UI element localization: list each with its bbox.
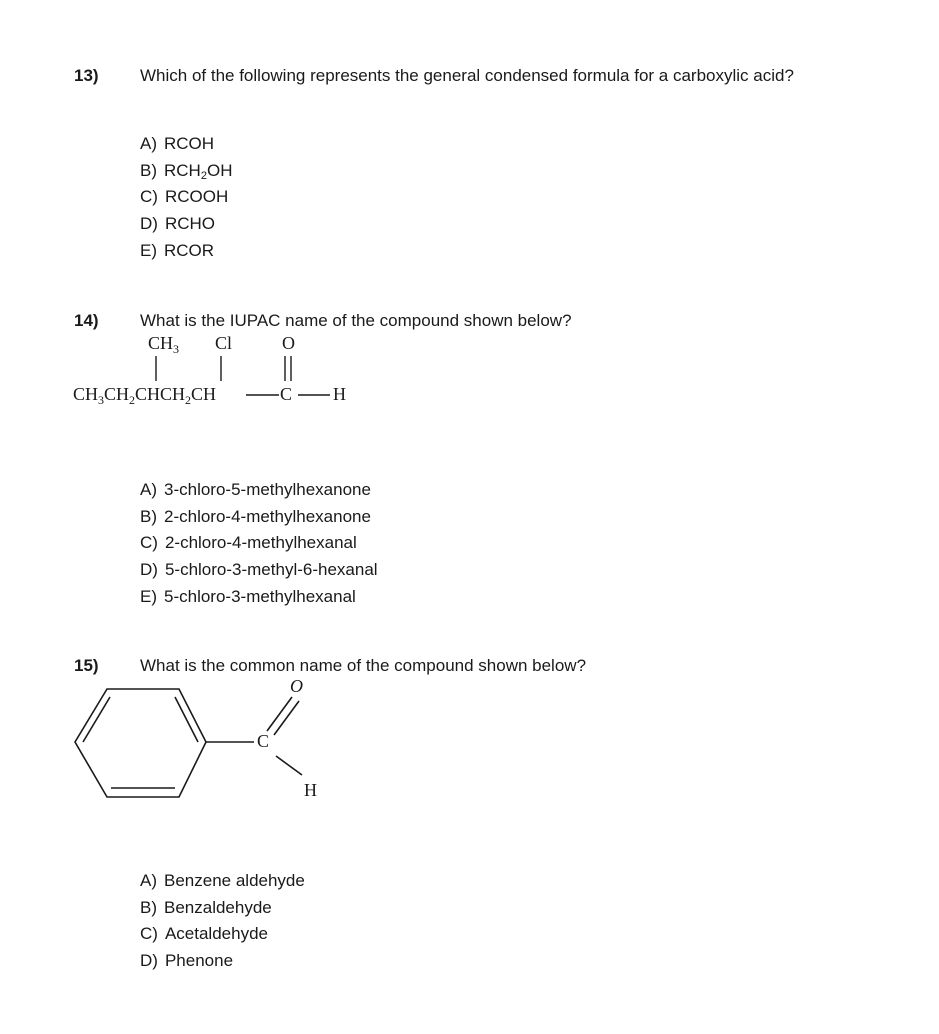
answer-options — [140, 131, 232, 264]
option-letter: D) — [140, 560, 158, 580]
aldehyde-oxygen-label: O — [290, 676, 303, 696]
aldehyde-carbon-label: C — [257, 731, 270, 751]
option-letter: C) — [140, 924, 158, 944]
hydrogen-label: H — [333, 384, 346, 404]
option-text: 2-chloro-4-methylhexanal — [164, 533, 357, 553]
option-letter: E) — [140, 586, 157, 606]
option-text: $RCH_2OH$ — [164, 160, 233, 182]
option-letter: A) — [140, 480, 157, 499]
ring-double-bond-3 — [83, 697, 110, 742]
cl-substituent-label: Cl — [215, 333, 233, 353]
option-a[interactable] — [140, 477, 378, 504]
oxygen-label: O — [282, 333, 295, 353]
option-letter: A) — [140, 871, 157, 890]
option-text: RCOR — [164, 240, 215, 260]
question-text: Which of the following represents the general condensed formula for a carboxylic acid? — [140, 66, 794, 85]
option-letter: D) — [140, 214, 158, 234]
co-double-bond-a — [267, 697, 292, 731]
option-text: 2-chloro-4-methylhexanone — [164, 506, 371, 526]
option-text: 3-chloro-5-methylhexanone — [164, 480, 371, 499]
question-text: What is the IUPAC name of the compound shown below? — [140, 311, 572, 330]
option-d[interactable] — [140, 211, 232, 238]
carbon-chain-label: $CH_3CH_2CHCH_2CH$ — [73, 384, 217, 407]
option-d[interactable] — [140, 557, 378, 584]
option-letter: C) — [140, 533, 158, 553]
option-c[interactable] — [140, 921, 305, 948]
ch-bond — [276, 756, 302, 775]
ring-double-bond-1 — [175, 697, 198, 742]
option-a[interactable] — [140, 131, 232, 158]
question-text: What is the common name of the compound shown below? — [140, 656, 587, 675]
option-letter: C) — [140, 187, 158, 207]
co-double-bond-b — [274, 701, 299, 735]
option-letter: E) — [140, 240, 157, 260]
option-text: RCOH — [164, 134, 215, 153]
aldehyde-hydrogen-label: H — [304, 780, 317, 800]
option-b[interactable] — [140, 504, 378, 531]
question-number: 13) — [74, 66, 99, 85]
option-e[interactable] — [140, 584, 378, 611]
option-text: Phenone — [164, 951, 234, 971]
option-letter: D) — [140, 951, 158, 971]
option-c[interactable] — [140, 184, 232, 211]
option-letter: A) — [140, 134, 157, 153]
option-b[interactable] — [140, 158, 232, 185]
option-e[interactable] — [140, 238, 232, 265]
option-text: 5-chloro-3-methyl-6-hexanal — [164, 560, 378, 580]
option-letter: B) — [140, 897, 157, 917]
benzene-ring — [75, 689, 206, 797]
question-number: 14) — [74, 311, 99, 330]
carbonyl-carbon-label: C — [280, 384, 293, 404]
option-text: Benzaldehyde — [164, 897, 272, 917]
option-text: Acetaldehyde — [164, 924, 268, 944]
answer-options — [140, 477, 378, 610]
option-a[interactable] — [140, 868, 305, 895]
ch3-substituent-label: $CH_3$ — [148, 333, 180, 356]
option-text: RCOOH — [164, 187, 229, 207]
option-text: Benzene aldehyde — [164, 871, 305, 890]
option-c[interactable] — [140, 530, 378, 557]
question-number: 15) — [74, 656, 99, 675]
option-text: RCHO — [164, 214, 216, 234]
option-letter: B) — [140, 160, 157, 180]
option-text: 5-chloro-3-methylhexanal — [164, 586, 356, 606]
answer-options — [140, 868, 305, 975]
option-d[interactable] — [140, 948, 305, 975]
option-letter: B) — [140, 506, 157, 526]
option-b[interactable] — [140, 895, 305, 922]
